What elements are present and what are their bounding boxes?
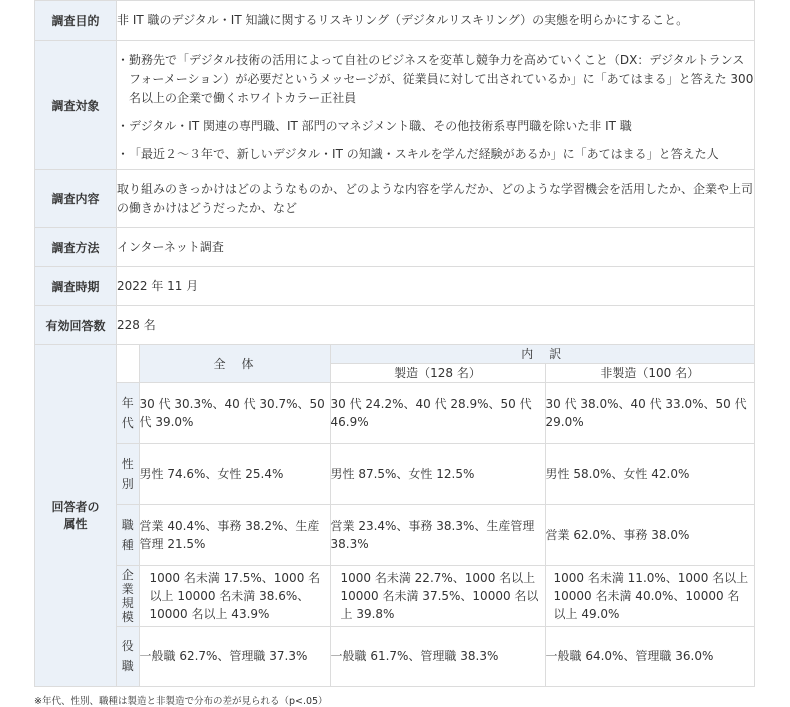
attr-all-position: 一般職 62.7%、管理職 37.3%: [139, 627, 330, 686]
attr-mfg-age: 30 代 24.2%、40 代 28.9%、50 代 46.9%: [330, 383, 545, 444]
attr-label-company-size: 企 業 規 模: [117, 566, 139, 627]
row-target: [35, 41, 755, 170]
purpose-label: 調査目的: [35, 1, 117, 41]
header-non-manufacturing: 非製造（100 名）: [545, 364, 754, 383]
attr-row-gender: [117, 444, 754, 505]
header-manufacturing: 製造（128 名）: [330, 364, 545, 383]
attr-label-gender: 性 別: [117, 444, 139, 505]
target-item: ・ デジタル・IT 関連の専門職、IT 部門のマネジメント職、その他技術系専門職を除いた非 IT 職: [117, 117, 754, 136]
header-all: 全 体: [139, 345, 330, 383]
period-value: 2022 年 11 月: [117, 267, 755, 306]
resp-corner: [117, 345, 139, 383]
bullet-mark: ・: [117, 52, 130, 67]
bullet-mark: ・: [117, 146, 130, 161]
attr-row-age: [117, 383, 754, 444]
period-label: 調査時期: [35, 267, 117, 306]
header-breakdown: 内 訳: [330, 345, 754, 364]
survey-summary-table: [34, 0, 755, 687]
target-value: [117, 41, 755, 170]
row-respondents: [35, 345, 755, 687]
attr-nonmfg-gender: 男性 58.0%、女性 42.0%: [545, 444, 754, 505]
attr-row-company-size: [117, 566, 754, 627]
resp-header-row: [117, 345, 754, 364]
attr-label-age: 年 代: [117, 383, 139, 444]
attr-mfg-company-size: 1000 名未満 22.7%、1000 名以上 10000 名未満 37.5%、10000 名以上 39.8%: [330, 566, 545, 627]
attr-mfg-gender: 男性 87.5%、女性 12.5%: [330, 444, 545, 505]
attr-nonmfg-age: 30 代 38.0%、40 代 33.0%、50 代 29.0%: [545, 383, 754, 444]
count-label: 有効回答数: [35, 306, 117, 345]
attr-label-position: 役 職: [117, 627, 139, 686]
respondents-table: [117, 345, 754, 686]
content-value: 取り組みのきっかけはどのようなものか、どのような内容を学んだか、どのような学習機会を活用したか、企業や上司の働きかけはどうだったか、など: [117, 170, 755, 228]
count-value: 228 名: [117, 306, 755, 345]
row-content: [35, 170, 755, 228]
target-list: [117, 51, 754, 164]
row-purpose: [35, 1, 755, 41]
attr-all-age: 30 代 30.3%、40 代 30.7%、50 代 39.0%: [139, 383, 330, 444]
attr-label-job: 職 種: [117, 505, 139, 566]
row-count: [35, 306, 755, 345]
attr-nonmfg-position: 一般職 64.0%、管理職 36.0%: [545, 627, 754, 686]
row-period: [35, 267, 755, 306]
target-item: ・ 「最近２〜３年で、新しいデジタル・IT の知識・スキルを学んだ経験があるか」に「あてはまる」と答えた人: [117, 145, 754, 164]
attr-all-gender: 男性 74.6%、女性 25.4%: [139, 444, 330, 505]
row-method: [35, 228, 755, 267]
attr-mfg-position: 一般職 61.7%、管理職 38.3%: [330, 627, 545, 686]
content-label: 調査内容: [35, 170, 117, 228]
bullet-mark: ・: [117, 118, 130, 133]
purpose-value: 非 IT 職のデジタル・IT 知識に関するリスキリング（デジタルリスキリング）の実態を明らかにすること。: [117, 1, 755, 41]
attr-nonmfg-job: 営業 62.0%、事務 38.0%: [545, 505, 754, 566]
attr-row-job: [117, 505, 754, 566]
respondents-label: 回答者の 属性: [35, 345, 117, 687]
attr-mfg-job: 営業 23.4%、事務 38.3%、生産管理 38.3%: [330, 505, 545, 566]
attr-all-job: 営業 40.4%、事務 38.2%、生産管理 21.5%: [139, 505, 330, 566]
attr-nonmfg-company-size: 1000 名未満 11.0%、1000 名以上 10000 名未満 40.0%、10000 名以上 49.0%: [545, 566, 754, 627]
attr-all-company-size: 1000 名未満 17.5%、1000 名以上 10000 名未満 38.6%、10000 名以上 43.9%: [139, 566, 330, 627]
target-label: 調査対象: [35, 41, 117, 170]
footnote: ※年代、性別、職種は製造と非製造で分布の差が見られる（p<.05）: [34, 696, 328, 707]
method-value: インターネット調査: [117, 228, 755, 267]
method-label: 調査方法: [35, 228, 117, 267]
target-item: ・ 勤務先で「デジタル技術の活用によって自社のビジネスを変革し競争力を高めていくこと（DX：デジタルトランスフォーメーション）が必要だというメッセージが、従業員に対して出されているか」に「あてはまる」と答えた 300 名以上の企業で働くホワイトカラー正社員: [117, 52, 754, 105]
attr-row-position: [117, 627, 754, 686]
respondents-value: [117, 345, 755, 687]
